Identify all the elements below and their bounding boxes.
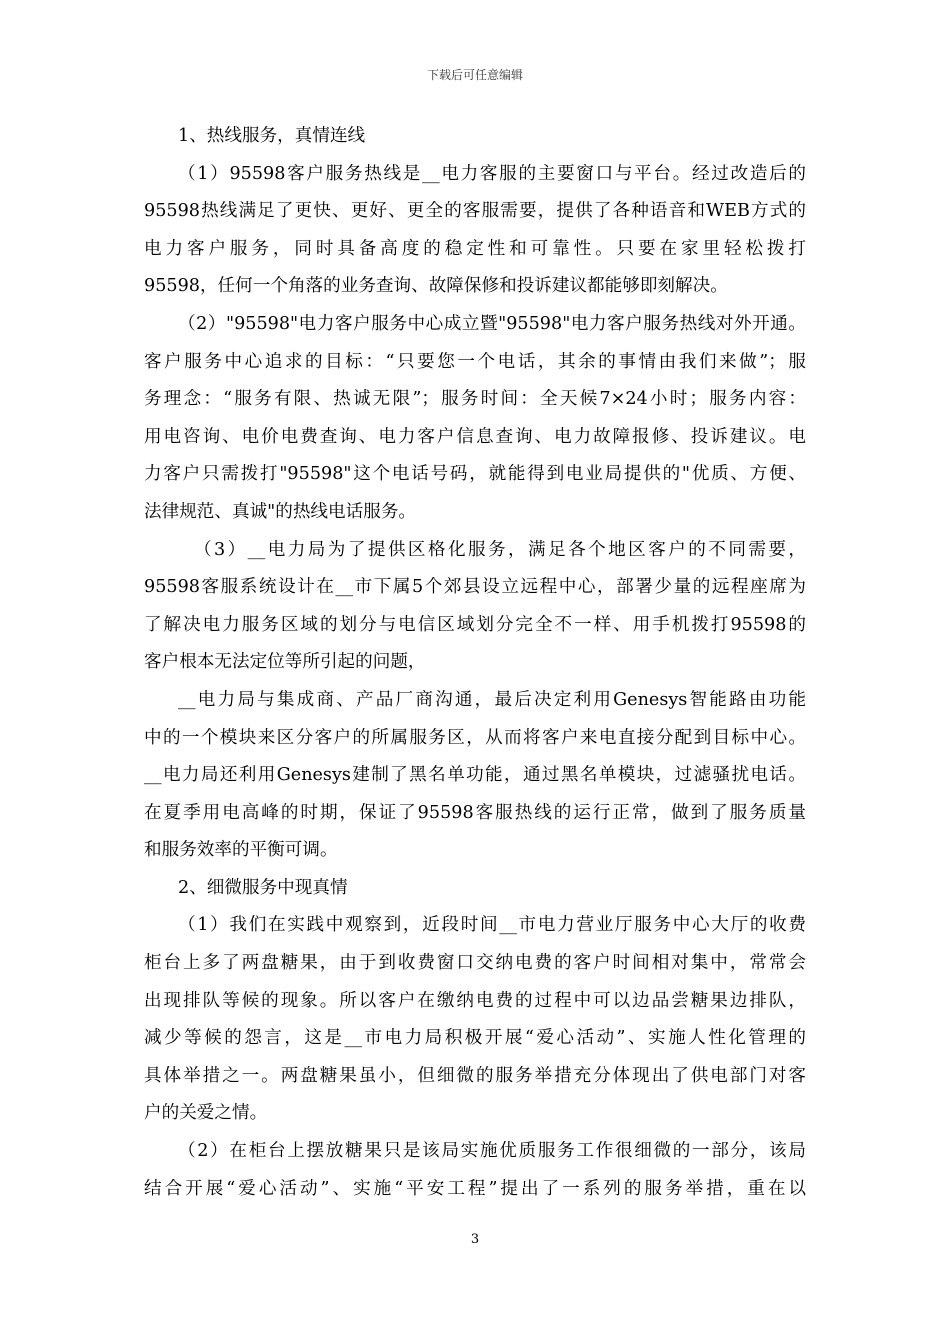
document-body <box>144 118 806 1208</box>
text-line: 减少等候的怨言，这是__市电力局积极开展“爱心活动”、实施人性化管理的 <box>144 1028 806 1049</box>
text-line: 2、细微服务中现真情 <box>178 877 348 898</box>
text-line: （2）在柜台上摆放糖果只是该局实施优质服务工作很细微的一部分，该局 <box>178 1141 806 1162</box>
text-line: 电力客户服务，同时具备高度的稳定性和可靠性。只要在家里轻松拨打 <box>144 238 806 259</box>
text-line: 出现排队等候的现象。所以客户在缴纳电费的过程中可以边品尝糖果边排队， <box>144 990 806 1011</box>
text-line: 在夏季用电高峰的时期，保证了95598客服热线的运行正常，做到了服务质量 <box>144 802 806 823</box>
text-line: 95598客服系统设计在__市下属5个郊县设立远程中心，部署少量的远程座席为 <box>144 577 806 598</box>
text-line: 用电咨询、电价电费查询、电力客户信息查询、电力故障报修、投诉建议。电 <box>144 426 806 447</box>
text-line: 力客户只需拨打"95598"这个电话号码，就能得到电业局提供的"优质、方便、 <box>144 464 806 485</box>
text-line: 客户根本无法定位等所引起的问题， <box>144 652 426 673</box>
text-line: 柜台上多了两盘糖果，由于到收费窗口交纳电费的客户时间相对集中，常常会 <box>144 953 806 974</box>
text-line: __电力局还利用Genesys建制了黑名单功能，通过黑名单模块，过滤骚扰电话。 <box>144 765 806 786</box>
text-line: （1）95598客户服务热线是__电力客服的主要窗口与平台。经过改造后的 <box>178 163 806 184</box>
text-line: 95598，任何一个角落的业务查询、故障保修和投诉建议都能够即刻解决。 <box>144 276 728 297</box>
page-number: 3 <box>470 1232 480 1247</box>
text-line: 户的关爱之情。 <box>144 1103 268 1124</box>
text-line: 结合开展“爱心活动”、实施“平安工程”提出了一系列的服务举措，重在以 <box>144 1178 806 1199</box>
text-line: （3）__电力局为了提供区格化服务，满足各个地区客户的不同需要， <box>194 539 806 560</box>
text-line: 客户服务中心追求的目标：“只要您一个电话，其余的事情由我们来做”；服 <box>144 351 806 372</box>
text-line: 和服务效率的平衡可调。 <box>144 840 338 861</box>
text-line: 具体举措之一。两盘糖果虽小，但细微的服务举措充分体现出了供电部门对客 <box>144 1065 806 1086</box>
text-line: （2）"95598"电力客户服务中心成立暨"95598"电力客户服务热线对外开通。 <box>178 313 806 334</box>
text-line: __电力局与集成商、产品厂商沟通，最后决定利用Genesys智能路由功能 <box>178 689 806 710</box>
text-line: 1、热线服务，真情连线 <box>178 126 366 146</box>
text-line: 了解决电力服务区域的划分与电信区域划分完全不一样、用手机拨打95598的 <box>144 614 806 635</box>
text-line: 95598热线满足了更快、更好、更全的客服需要，提供了各种语音和WEB方式的 <box>144 201 806 222</box>
text-line: 务理念：“服务有限、热诚无限”；服务时间：全天候7×24小时；服务内容： <box>144 389 806 410</box>
page-header: 下载后可任意编辑 <box>426 68 523 82</box>
text-line: 中的一个模块来区分客户的所属服务区，从而将客户来电直接分配到目标中心。 <box>144 727 806 748</box>
text-line: 法律规范、真诚"的热线电话服务。 <box>144 501 417 522</box>
text-line: （1）我们在实践中观察到，近段时间__市电力营业厅服务中心大厅的收费 <box>178 915 806 936</box>
